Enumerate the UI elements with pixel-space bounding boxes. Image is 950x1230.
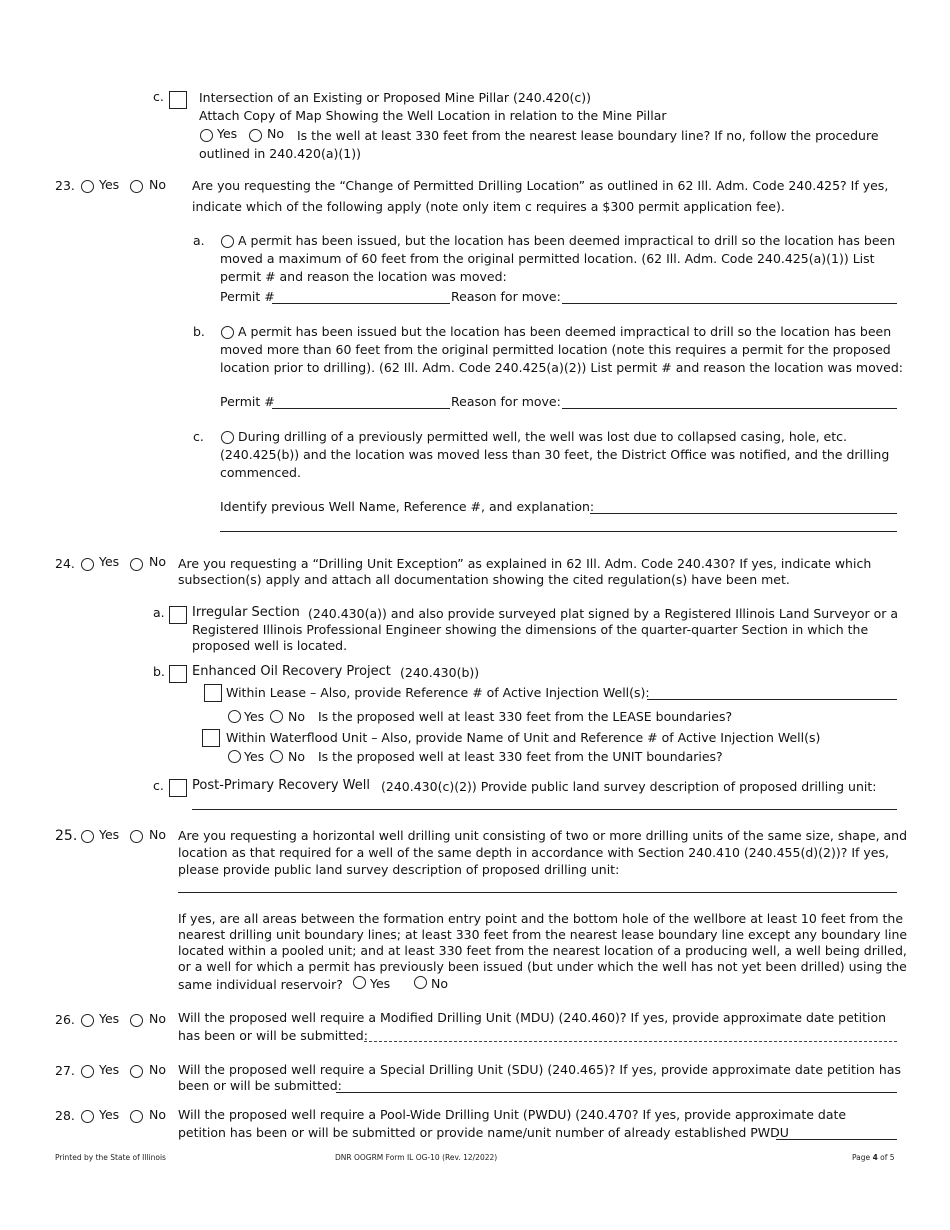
q23c-identify-input[interactable] (590, 513, 897, 514)
no-label: No (149, 177, 166, 192)
q24-text: Are you requesting a “Drilling Unit Exception” as explained in 62 Ill. Adm. Code 240.430? If yes, indicate which (178, 556, 872, 571)
q25-followup-no-radio[interactable] (414, 976, 427, 989)
q25-followup-text: If yes, are all areas between the formation entry point and the bottom hole of the wellbore at least 10 feet from the (178, 911, 904, 926)
no-label: No (267, 126, 284, 141)
q24-no-radio[interactable] (130, 558, 143, 571)
q23-option-a-text-3: permit # and reason the location was moved: (220, 269, 507, 284)
q25-description-input[interactable] (178, 892, 897, 893)
q26-text-2: has been or will be submitted: (178, 1028, 368, 1043)
irregular-section-title: Irregular Section (192, 605, 300, 620)
q23-no-radio[interactable] (130, 180, 143, 193)
q23b-permit-input[interactable] (272, 408, 450, 409)
yes-label: Yes (244, 749, 265, 764)
q28-no-radio[interactable] (130, 1110, 143, 1123)
within-waterflood-checkbox[interactable] (202, 729, 220, 747)
no-label: No (149, 1062, 166, 1077)
q25-followup-text-2: nearest drilling unit boundary lines; at least 330 feet from the nearest lease boundary line except any boundary line (178, 927, 908, 942)
lease-yes-radio[interactable] (228, 710, 241, 723)
permit-label: Permit # (220, 394, 275, 409)
within-lease-label: Within Lease – Also, provide Reference # of Active Injection Well(s): (226, 685, 650, 700)
q23-option-c-identify-label: Identify previous Well Name, Reference #, and explanation: (220, 499, 595, 514)
no-label: No (288, 749, 305, 764)
q27-date-input[interactable] (336, 1092, 897, 1093)
within-waterflood-label: Within Waterflood Unit – Also, provide Name of Unit and Reference # of Active Injection Well(s) (226, 730, 821, 745)
q28-pwdu-input[interactable] (776, 1139, 897, 1140)
q23-option-a-radio[interactable] (221, 235, 234, 248)
q23-option-b-text: A permit has been issued but the location has been deemed impractical to drill so the location has been (238, 324, 892, 339)
q25-yes-radio[interactable] (81, 830, 94, 843)
option-letter: b. (153, 664, 165, 679)
option-letter: c. (193, 429, 204, 444)
q23-option-b-text-2: moved more than 60 feet from the original permitted location (note this requires a permit for the proposed (220, 342, 891, 357)
q23-text: Are you requesting the “Change of Permitted Drilling Location” as outlined in 62 Ill. Adm. Code 240.425? If yes, (192, 178, 889, 193)
enhanced-oil-recovery-ref: (240.430(b)) (400, 665, 480, 680)
page-suffix: of 5 (880, 1153, 895, 1162)
lease-question: Is the proposed well at least 330 feet from the LEASE boundaries? (318, 709, 733, 724)
q27-text-2: been or will be submitted: (178, 1078, 342, 1093)
question-number: 27. (55, 1063, 75, 1078)
no-label: No (288, 709, 305, 724)
irregular-section-checkbox[interactable] (169, 606, 187, 624)
irregular-section-text-3: proposed well is located. (192, 638, 348, 653)
q25-text-2: location as that required for a well of the same depth in accordance with Section 240.410 (240.455(d)(2))? If yes, (178, 845, 889, 860)
within-lease-checkbox[interactable] (204, 684, 222, 702)
no-label: No (431, 976, 448, 991)
post-primary-recovery-input[interactable] (192, 809, 897, 810)
q23a-reason-input[interactable] (562, 303, 897, 304)
option-letter: c. (153, 778, 164, 793)
yes-label: Yes (99, 1011, 120, 1026)
q24-yes-radio[interactable] (81, 558, 94, 571)
yes-label: Yes (99, 177, 120, 192)
reason-label: Reason for move: (451, 394, 561, 409)
enhanced-oil-recovery-title: Enhanced Oil Recovery Project (192, 664, 391, 679)
q23b-reason-input[interactable] (562, 408, 897, 409)
q23c-explanation-input[interactable] (220, 531, 897, 532)
q27-yes-radio[interactable] (81, 1065, 94, 1078)
q28-text-2: petition has been or will be submitted or provide name/unit number of already established PWDU (178, 1125, 789, 1140)
yes-label: Yes (217, 126, 238, 141)
item-letter: c. (153, 89, 164, 104)
q23-text-cont: indicate which of the following apply (note only item c requires a $300 permit application fee). (192, 199, 785, 214)
q27-text: Will the proposed well require a Special Drilling Unit (SDU) (240.465)? If yes, provide approximate date petition has (178, 1062, 902, 1077)
mine-pillar-no-radio[interactable] (249, 129, 262, 142)
q23-option-c-radio[interactable] (221, 431, 234, 444)
unit-question: Is the proposed well at least 330 feet from the UNIT boundaries? (318, 749, 723, 764)
q23-option-c-text-3: commenced. (220, 465, 301, 480)
q23-option-c-text-2: (240.425(b)) and the location was moved less than 30 feet, the District Office was notified, and the drilling (220, 447, 890, 462)
within-lease-input[interactable] (647, 699, 897, 700)
q24-text-cont: subsection(s) apply and attach all documentation showing the cited regulation(s) have been met. (178, 572, 790, 587)
q23-yes-radio[interactable] (81, 180, 94, 193)
yes-label: Yes (99, 554, 120, 569)
q26-text: Will the proposed well require a Modified Drilling Unit (MDU) (240.460)? If yes, provide approximate date petition (178, 1010, 887, 1025)
question-number: 25. (55, 828, 78, 844)
footer-printer: Printed by the State of Illinois (55, 1153, 166, 1162)
q23-option-a-text-2: moved a maximum of 60 feet from the original permitted location. (62 Ill. Adm. Code 240.425(a)(1)) List (220, 251, 875, 266)
mine-pillar-question-cont: outlined in 240.420(a)(1)) (199, 146, 361, 161)
q23-option-b-text-3: location prior to drilling). (62 Ill. Adm. Code 240.425(a)(2)) List permit # and reason the location was moved: (220, 360, 903, 375)
q23-option-b-radio[interactable] (221, 326, 234, 339)
q25-followup-text-5: same individual reservoir? (178, 977, 343, 992)
post-primary-recovery-title: Post-Primary Recovery Well (192, 778, 370, 793)
unit-no-radio[interactable] (270, 750, 283, 763)
q25-text-3: please provide public land survey description of proposed drilling unit: (178, 862, 620, 877)
q26-date-input[interactable] (364, 1041, 897, 1042)
q25-followup-text-4: or a well for which a permit has previously been issued (but under which the well has not yet been drilled) using the (178, 959, 907, 974)
no-label: No (149, 1107, 166, 1122)
mine-pillar-title: Intersection of an Existing or Proposed Mine Pillar (240.420(c)) (199, 90, 592, 105)
q25-text: Are you requesting a horizontal well drilling unit consisting of two or more drilling units of the same size, shape, and (178, 828, 908, 843)
yes-label: Yes (99, 827, 120, 842)
footer-form-id: DNR OOGRM Form IL OG-10 (Rev. 12/2022) (335, 1153, 498, 1162)
no-label: No (149, 554, 166, 569)
q25-followup-text-3: located within a pooled unit; and at least 330 feet from the nearest location of a producing well, a well being drilled, (178, 943, 907, 958)
q28-text: Will the proposed well require a Pool-Wide Drilling Unit (PWDU) (240.470? If yes, provide approximate date (178, 1107, 847, 1122)
mine-pillar-question: Is the well at least 330 feet from the nearest lease boundary line? If no, follow the procedure (297, 128, 879, 143)
yes-label: Yes (99, 1107, 120, 1122)
irregular-section-text: (240.430(a)) and also provide surveyed plat signed by a Registered Illinois Land Surveyor or a (308, 606, 899, 621)
question-number: 23. (55, 178, 75, 193)
no-label: No (149, 827, 166, 842)
q26-no-radio[interactable] (130, 1014, 143, 1027)
q25-no-radio[interactable] (130, 830, 143, 843)
yes-label: Yes (244, 709, 265, 724)
q28-yes-radio[interactable] (81, 1110, 94, 1123)
lease-no-radio[interactable] (270, 710, 283, 723)
permit-label: Permit # (220, 289, 275, 304)
mine-pillar-checkbox[interactable] (169, 91, 187, 109)
q23-option-c-text: During drilling of a previously permitted well, the well was lost due to collapsed casing, hole, etc. (238, 429, 847, 444)
post-primary-recovery-checkbox[interactable] (169, 779, 187, 797)
mine-pillar-instruction: Attach Copy of Map Showing the Well Location in relation to the Mine Pillar (199, 108, 667, 123)
q23-option-a-text: A permit has been issued, but the location has been deemed impractical to drill so the location has been (238, 233, 896, 248)
yes-label: Yes (99, 1062, 120, 1077)
post-primary-recovery-text: (240.430(c)(2)) Provide public land survey description of proposed drilling unit: (381, 779, 877, 794)
page-current: 4 (872, 1153, 878, 1162)
enhanced-oil-recovery-checkbox[interactable] (169, 665, 187, 683)
q25-followup-yes-radio[interactable] (353, 976, 366, 989)
mine-pillar-yes-radio[interactable] (200, 129, 213, 142)
question-number: 26. (55, 1012, 75, 1027)
option-letter: a. (153, 605, 165, 620)
reason-label: Reason for move: (451, 289, 561, 304)
yes-label: Yes (370, 976, 391, 991)
unit-yes-radio[interactable] (228, 750, 241, 763)
q23a-permit-input[interactable] (272, 303, 450, 304)
irregular-section-text-2: Registered Illinois Professional Engineer showing the dimensions of the quarter-quarter Section in which the (192, 622, 869, 637)
option-letter: a. (193, 233, 205, 248)
question-number: 24. (55, 556, 75, 571)
page-prefix: Page (852, 1153, 871, 1162)
q27-no-radio[interactable] (130, 1065, 143, 1078)
question-number: 28. (55, 1108, 75, 1123)
no-label: No (149, 1011, 166, 1026)
option-letter: b. (193, 324, 205, 339)
footer-page-number (852, 1153, 895, 1162)
q26-yes-radio[interactable] (81, 1014, 94, 1027)
